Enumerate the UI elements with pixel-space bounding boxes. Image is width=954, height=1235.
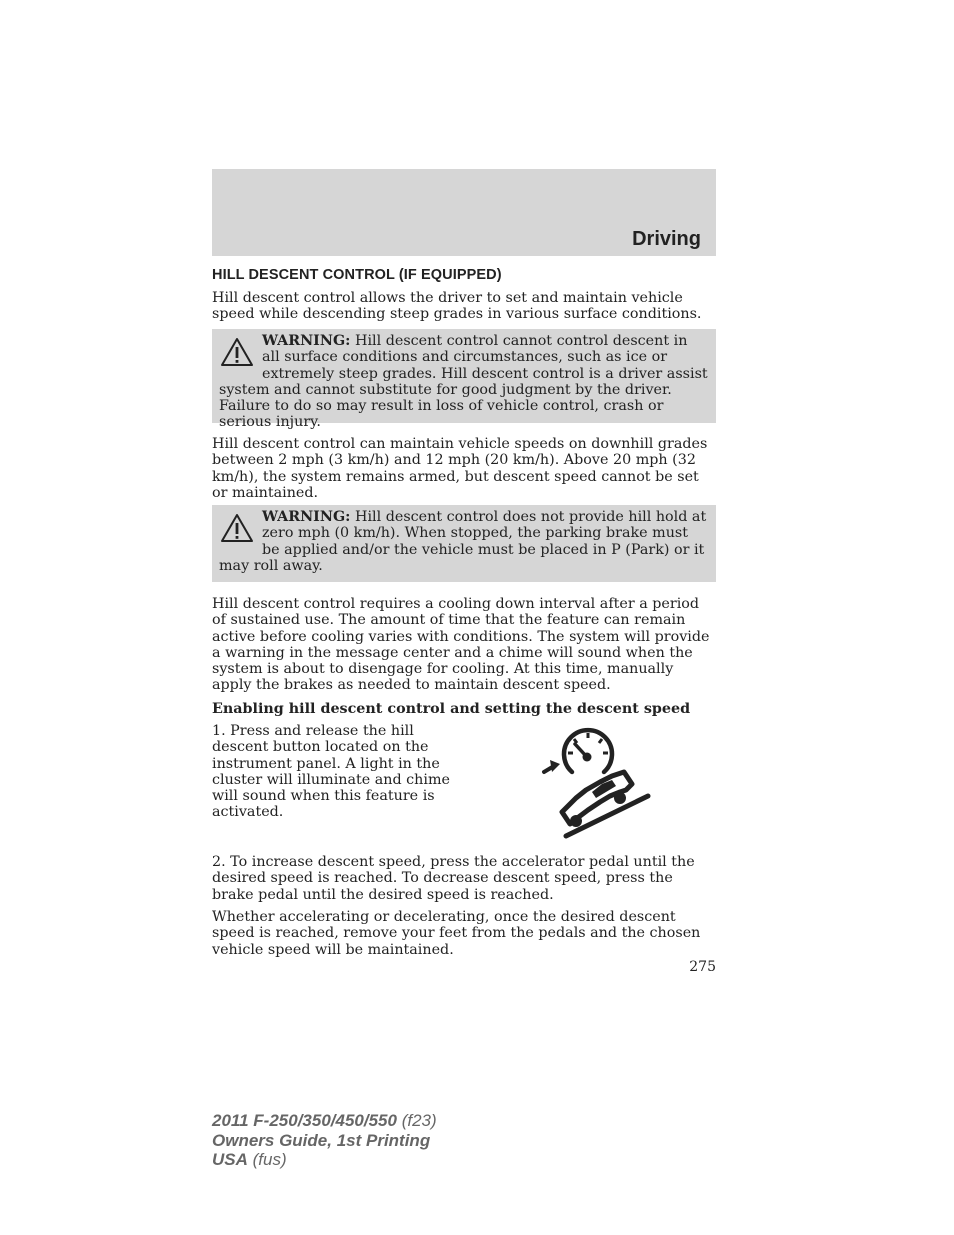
warning-1-text — [219, 333, 708, 431]
warning-2-label: WARNING: — [262, 509, 351, 525]
footer-guide: Owners Guide, 1st Printing — [212, 1130, 431, 1150]
warning-1-body: Hill descent control cannot control descent in all surface conditions and circumstances, such as ice or extremely steep grades. Hill descent control is a driver assist system and cannot substitute for good judgment by the driver. Failure to do so may result in loss of vehicle control, crash or serious injury. — [219, 333, 708, 431]
footer-line-region — [212, 1150, 437, 1170]
footer-model-code: (f23) — [401, 1111, 437, 1130]
footer-line-model — [212, 1111, 437, 1131]
cooling-paragraph: Hill descent control requires a cooling down interval after a period of sustained use. The amount of time that the feature can remain active before cooling varies with conditions. The system will provide a warning in the message center and a chime will sound when the system is about to disengage for cooling. At this time, manually apply the brakes as needed to maintain descent speed. — [212, 596, 710, 694]
maintain-paragraph: Whether accelerating or decelerating, once the desired descent speed is reached, remove your feet from the pedals and the chosen vehicle speed will be maintained. — [212, 909, 701, 958]
footer-region-code: (fus) — [252, 1150, 287, 1169]
warning-triangle-icon — [220, 337, 254, 367]
warning-2-text — [219, 509, 708, 574]
step-1-text: 1. Press and release the hill descent button located on the instrument panel. A light in the cluster will illuminate and chime will sound when this feature is activated. — [212, 723, 450, 821]
hill-descent-control-icon — [540, 720, 652, 840]
warning-box-1 — [212, 329, 716, 431]
footer-region: USA — [212, 1150, 248, 1169]
warning-box-2 — [212, 505, 716, 582]
warning-1-label: WARNING: — [262, 333, 351, 349]
warning-triangle-icon — [220, 513, 254, 543]
chapter-header-band — [212, 169, 716, 256]
page-number: 275 — [689, 959, 716, 975]
intro-paragraph: Hill descent control allows the driver to set and maintain vehicle speed while descending steep grades in various surface conditions. — [212, 290, 702, 323]
footer-line-guide — [212, 1131, 437, 1151]
warning-2-body: Hill descent control does not provide hill hold at zero mph (0 km/h). When stopped, the parking brake must be applied and/or the vehicle must be placed in P (Park) or it may roll away. — [219, 509, 707, 574]
step-2-text: 2. To increase descent speed, press the accelerator pedal until the desired speed is reached. To decrease descent speed, press the brake pedal until the desired speed is reached. — [212, 854, 695, 903]
footer-model: 2011 F-250/350/450/550 — [212, 1111, 397, 1130]
speeds-paragraph: Hill descent control can maintain vehicle speeds on downhill grades between 2 mph (3 km/h) and 12 mph (20 km/h). Above 20 mph (32 km/h), the system remains armed, but descent speed cannot be set or maintained. — [212, 436, 708, 501]
enabling-subheading: Enabling hill descent control and setting the descent speed — [212, 701, 691, 717]
section-heading: HILL DESCENT CONTROL (IF EQUIPPED) — [212, 267, 502, 283]
chapter-title: Driving — [632, 228, 701, 250]
document-footer — [212, 1111, 437, 1170]
